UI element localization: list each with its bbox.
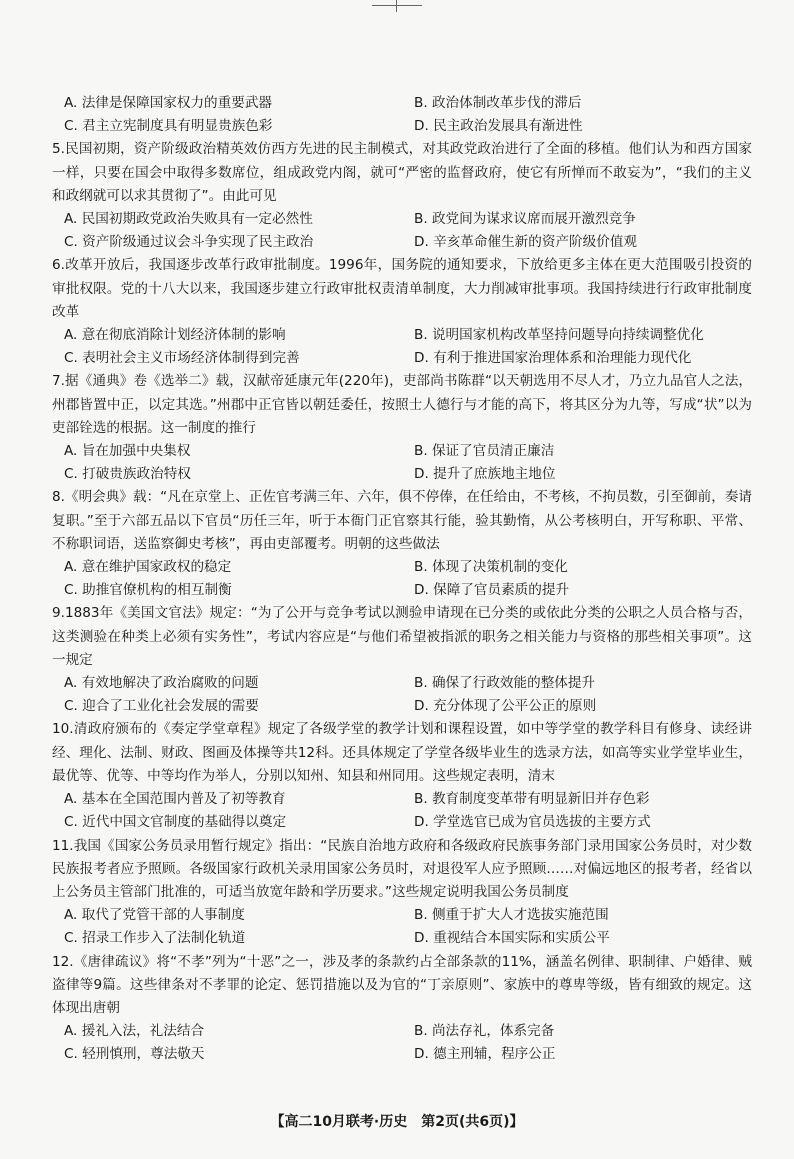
option-c: C. 助推官僚机构的相互制衡 <box>64 582 232 599</box>
option-c: C. 君主立宪制度具有明显贵族色彩 <box>64 118 273 135</box>
option-a: A. 法律是保障国家权力的重要武器 <box>64 95 273 111</box>
page-footer: 【高二10月联考·历史 第2页(共6页)】 <box>270 1114 524 1130</box>
option-a: A. 基本在全国范围内普及了初等教育 <box>64 791 286 808</box>
option-a: A. 取代了党管干部的人事制度 <box>64 907 245 924</box>
option-c: C. 近代中国文官制度的基础得以奠定 <box>64 814 287 831</box>
print-crop-mark <box>372 0 422 12</box>
option-b: B. 侧重于扩大人才选拔实施范围 <box>414 907 609 924</box>
option-b: B. 教育制度变革带有明显新旧并存色彩 <box>414 791 650 808</box>
option-b: B. 确保了行政效能的整体提升 <box>414 675 596 692</box>
option-a: A. 旨在加强中央集权 <box>64 443 191 460</box>
question-stem: 9.1883年《美国文官法》规定：“为了公开与竞争考试以测验申请现在已分类的或依此分类的公职之人员合格与否，这类测验在种类上必须有实务性”，考试内容应是“与他们希望被指派的职务之相关能力与资格的那些相关事项”。这一规定 <box>52 605 752 668</box>
option-b: B. 说明国家机构改革坚持问题导向持续调整优化 <box>414 327 704 344</box>
question-stem: 10.清政府颁布的《奏定学堂章程》规定了各级学堂的教学计划和课程设置，如中等学堂的教学科目有修身、读经讲经、理化、法制、财政、图画及体操等共12科。还具体规定了学堂各级毕业生的选录方法，如高等实业学堂毕业生，最优等、优等、中等均作为举人，分别以知州、知县和州同用。这些规定表明，清末 <box>52 721 752 784</box>
option-d: D. 充分体现了公平公正的原则 <box>414 698 597 715</box>
question-4-options <box>52 92 752 138</box>
question-10 <box>52 718 752 834</box>
question-stem: 8.《明会典》载：“凡在京堂上、正佐官考满三年、六年，俱不停俸，在任给由，不考核，不拘员数，引至御前，奏请复职。”至于六部五品以下官员“历任三年，听于本衙门正官察其行能，验其勤惰，从公考核明白，开写称职、平常、不称职词语，送监察御史考核”，再由吏部覆考。明朝的这些做法 <box>52 489 752 552</box>
option-a: A. 民国初期政党政治失败具有一定必然性 <box>64 211 313 228</box>
option-c: C. 资产阶级通过议会斗争实现了民主政治 <box>64 234 314 251</box>
question-stem: 7.据《通典》卷《选举二》载，汉献帝延康元年(220年)，吏部尚书陈群“以天朝选用不尽人才，乃立九品官人之法，州郡皆置中正，以定其选。”州郡中正官皆以朝廷委任，按照士人德行与才能的高下，将其区分为九等，写成“状”以为吏部铨选的根据。这一制度的推行 <box>52 373 752 436</box>
exam-content <box>52 92 752 1067</box>
option-d: D. 保障了官员素质的提升 <box>414 582 570 599</box>
option-d: D. 学堂选官已成为官员选拔的主要方式 <box>414 814 651 831</box>
option-b: B. 保证了官员清正廉洁 <box>414 443 555 460</box>
question-8 <box>52 486 752 602</box>
question-7 <box>52 370 752 486</box>
option-a: A. 有效地解决了政治腐败的问题 <box>64 675 259 692</box>
option-b: B. 尚法存礼，体系完备 <box>414 1023 555 1040</box>
question-11 <box>52 835 752 951</box>
question-6 <box>52 254 752 370</box>
option-d: D. 民主政治发展具有渐进性 <box>414 118 583 135</box>
question-stem: 12.《唐律疏议》将“不孝”列为“十恶”之一，涉及孝的条款约占全部条款的11%，涵盖名例律、职制律、户婚律、贼盗律等9篇。这些律条对不孝罪的论定、惩罚措施以及为官的“丁亲原则”、家族中的尊卑等级，皆有细致的规定。这体现出唐朝 <box>52 953 752 1016</box>
question-5 <box>52 138 752 254</box>
question-stem: 5.民国初期，资产阶级政治精英效仿西方先进的民主制模式，对其政党政治进行了全面的移植。他们认为和西方国家一样，只要在国会中取得多数席位，组成政党内阁，就可“严密的监督政府，使它有所惮而不敢妄为”，“我们的主义和政纲就可以求其贯彻了”。由此可见 <box>52 141 752 204</box>
question-stem: 6.改革开放后，我国逐步改革行政审批制度。1996年，国务院的通知要求，下放给更多主体在更大范围吸引投资的审批权限。党的十八大以来，我国逐步建立行政审批权责清单制度，大力削减审批事项。我国持续进行行政审批制度改革 <box>52 257 752 320</box>
option-a: A. 意在维护国家政权的稳定 <box>64 559 232 576</box>
option-b: B. 政党间为谋求议席而展开激烈竞争 <box>414 211 636 228</box>
option-d: D. 德主刑辅，程序公正 <box>414 1046 556 1063</box>
option-c: C. 打破贵族政治特权 <box>64 466 191 483</box>
option-d: D. 提升了庶族地主地位 <box>414 466 556 483</box>
option-c: C. 招录工作步入了法制化轨道 <box>64 930 246 947</box>
question-stem: 11.我国《国家公务员录用暂行规定》指出：“民族自治地方政府和各级政府民族事务部门录用国家公务员时，对少数民族报考者应予照顾。各级国家行政机关录用国家公务员时，对退役军人应予照顾……对偏远地区的报考者，经省以上公务员主管部门批准的，可适当放宽年龄和学历要求。”这些规定说明我国公务员制度 <box>52 837 752 900</box>
option-c: C. 表明社会主义市场经济体制得到完善 <box>64 350 300 367</box>
question-12 <box>52 951 752 1067</box>
option-c: C. 迎合了工业化社会发展的需要 <box>64 698 259 715</box>
option-d: D. 有利于推进国家治理体系和治理能力现代化 <box>414 350 692 367</box>
option-a: A. 意在彻底消除计划经济体制的影响 <box>64 327 286 344</box>
question-9 <box>52 602 752 718</box>
option-c: C. 轻刑慎刑，尊法敬天 <box>64 1046 205 1063</box>
option-d: D. 辛亥革命催生新的资产阶级价值观 <box>414 234 638 251</box>
option-d: D. 重视结合本国实际和实质公平 <box>414 930 610 947</box>
option-b: B. 政治体制改革步伐的滞后 <box>414 95 582 111</box>
option-a: A. 援礼入法，礼法结合 <box>64 1023 205 1040</box>
option-b: B. 体现了决策机制的变化 <box>414 559 568 576</box>
